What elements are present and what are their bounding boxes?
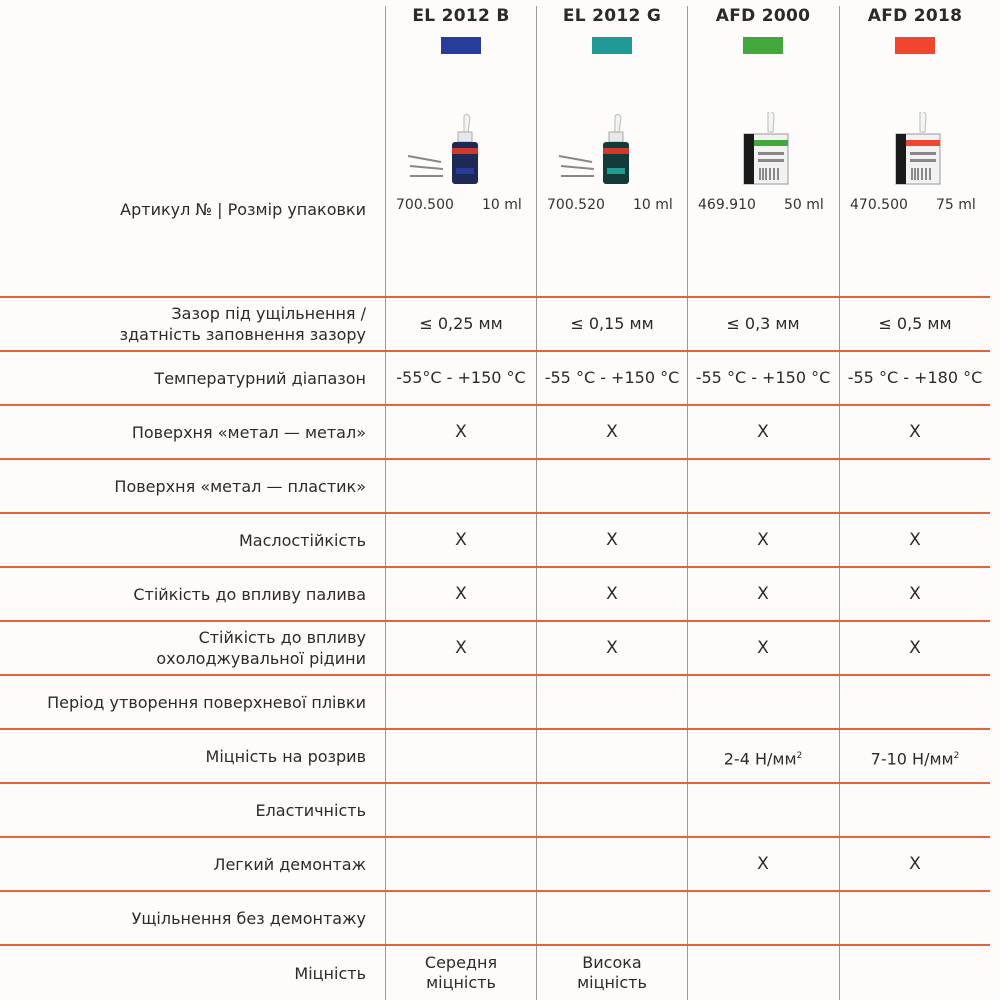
row-label xyxy=(0,746,366,767)
row-divider xyxy=(0,836,990,838)
cell-line: Висока xyxy=(582,953,642,972)
cell-line: X xyxy=(606,422,618,442)
check-mark xyxy=(840,530,990,550)
row-divider xyxy=(0,458,990,460)
cell-line: ≤ 0,15 мм xyxy=(570,314,654,333)
cell-line: міцність xyxy=(426,973,496,992)
row-label-line: Температурний діапазон xyxy=(154,368,366,388)
check-mark xyxy=(840,854,990,874)
row-divider xyxy=(0,296,990,298)
row-label-line: Легкий демонтаж xyxy=(213,854,366,874)
check-mark xyxy=(688,422,838,442)
cell-line: X xyxy=(757,854,769,874)
cell-line: 7-10 $Н/мм^2$ xyxy=(870,749,960,769)
row-label-line: Стійкість до впливу палива xyxy=(133,584,366,604)
package-size: 10 ml xyxy=(482,197,522,213)
row-label xyxy=(0,422,366,443)
row-label-line: Еластичність xyxy=(255,800,366,820)
product-box-image xyxy=(840,112,990,188)
cell-line: ≤ 0,5 мм xyxy=(878,314,952,333)
article-size-label: Артикул № | Розмір упаковки xyxy=(120,200,366,219)
check-mark xyxy=(688,638,838,658)
row-label xyxy=(0,627,366,669)
check-mark xyxy=(537,530,687,550)
cell-line: 2-4 $Н/мм^2$ xyxy=(723,749,803,769)
check-mark xyxy=(840,584,990,604)
package-size: 10 ml xyxy=(633,197,673,213)
row-label-line: здатність заповнення зазору xyxy=(119,325,366,344)
cell-line: -55 °C - +150 °C xyxy=(544,368,680,387)
row-label-line: Поверхня «метал — метал» xyxy=(131,422,366,442)
cell-line: Середня xyxy=(424,953,498,972)
row-label xyxy=(0,584,366,605)
product-name: EL 2012 G xyxy=(562,6,662,26)
product-name: EL 2012 B xyxy=(412,6,510,26)
cell-line: -55°C - +150 °C xyxy=(396,368,526,387)
row-label-line: Ущільнення без демонтажу xyxy=(131,908,366,928)
cell-line: ≤ 0,25 мм xyxy=(419,314,503,333)
row-divider xyxy=(0,620,990,622)
check-mark xyxy=(537,638,687,658)
check-mark xyxy=(537,422,687,442)
product-color-swatch xyxy=(592,37,632,54)
cell-line: X xyxy=(606,584,618,604)
cell-line: X xyxy=(455,530,467,550)
check-mark xyxy=(840,422,990,442)
row-label xyxy=(0,692,366,713)
product-name: AFD 2018 xyxy=(867,6,963,26)
article-number: 470.500 xyxy=(850,197,908,213)
product-color-swatch xyxy=(743,37,783,54)
product-bottle-image xyxy=(386,112,536,188)
row-divider xyxy=(0,944,990,946)
row-divider xyxy=(0,350,990,352)
row-divider xyxy=(0,512,990,514)
cell-line: X xyxy=(606,638,618,658)
cell-value xyxy=(386,953,536,993)
superscript: 2 xyxy=(796,751,803,761)
cell-line: міцність xyxy=(577,973,647,992)
check-mark xyxy=(386,530,536,550)
product-color-swatch xyxy=(441,37,481,54)
row-label-line: Період утворення поверхневої плівки xyxy=(47,692,366,712)
row-label-line: Міцність на розрив xyxy=(205,746,366,766)
check-mark xyxy=(688,530,838,550)
cell-line: X xyxy=(455,638,467,658)
row-divider xyxy=(0,566,990,568)
product-box-image xyxy=(688,112,838,188)
cell-line: X xyxy=(757,530,769,550)
cell-line: X xyxy=(909,638,921,658)
cell-value xyxy=(537,314,687,334)
product-bottle-image xyxy=(537,112,687,188)
row-label xyxy=(0,800,366,821)
row-label-line: Зазор під ущільнення / xyxy=(171,304,366,323)
row-label xyxy=(0,908,366,929)
cell-value xyxy=(688,314,838,334)
check-mark xyxy=(688,854,838,874)
cell-line: X xyxy=(909,854,921,874)
row-label-line: Маслостійкість xyxy=(238,530,366,550)
cell-line: X xyxy=(909,584,921,604)
cell-line: -55 °C - +150 °C xyxy=(695,368,831,387)
row-divider xyxy=(0,890,990,892)
row-label-line: охолоджувальної рідини xyxy=(156,649,366,668)
cell-line: X xyxy=(455,422,467,442)
cell-line: X xyxy=(757,584,769,604)
row-label-line: Поверхня «метал — пластик» xyxy=(114,476,366,496)
cell-value xyxy=(840,314,990,334)
cell-line: -55 °C - +180 °C xyxy=(847,368,983,387)
article-number: 700.520 xyxy=(547,197,605,213)
cell-value xyxy=(386,314,536,334)
row-label-line: Стійкість до впливу xyxy=(198,628,366,647)
row-divider xyxy=(0,728,990,730)
cell-value xyxy=(537,368,687,388)
cell-value xyxy=(537,953,687,993)
row-label-line: Міцність xyxy=(294,963,366,983)
row-label xyxy=(0,530,366,551)
cell-line: X xyxy=(455,584,467,604)
cell-value xyxy=(840,746,990,769)
check-mark xyxy=(840,638,990,658)
cell-line: X xyxy=(757,422,769,442)
check-mark xyxy=(537,584,687,604)
cell-line: X xyxy=(909,530,921,550)
superscript: 2 xyxy=(953,751,960,761)
check-mark xyxy=(386,638,536,658)
check-mark xyxy=(386,422,536,442)
article-number: 700.500 xyxy=(396,197,454,213)
cell-line: ≤ 0,3 мм xyxy=(726,314,800,333)
check-mark xyxy=(386,584,536,604)
cell-value xyxy=(840,368,990,388)
row-divider xyxy=(0,404,990,406)
product-color-swatch xyxy=(895,37,935,54)
row-label xyxy=(0,963,366,984)
row-divider xyxy=(0,782,990,784)
cell-value xyxy=(386,368,536,388)
row-label xyxy=(0,303,366,345)
cell-line: X xyxy=(757,638,769,658)
check-mark xyxy=(688,584,838,604)
row-label xyxy=(0,476,366,497)
package-size: 75 ml xyxy=(936,197,976,213)
row-divider xyxy=(0,674,990,676)
package-size: 50 ml xyxy=(784,197,824,213)
row-label xyxy=(0,368,366,389)
cell-line: X xyxy=(909,422,921,442)
row-label xyxy=(0,854,366,875)
article-number: 469.910 xyxy=(698,197,756,213)
cell-value xyxy=(688,746,838,769)
product-name: AFD 2000 xyxy=(715,6,811,26)
cell-value xyxy=(688,368,838,388)
cell-line: X xyxy=(606,530,618,550)
